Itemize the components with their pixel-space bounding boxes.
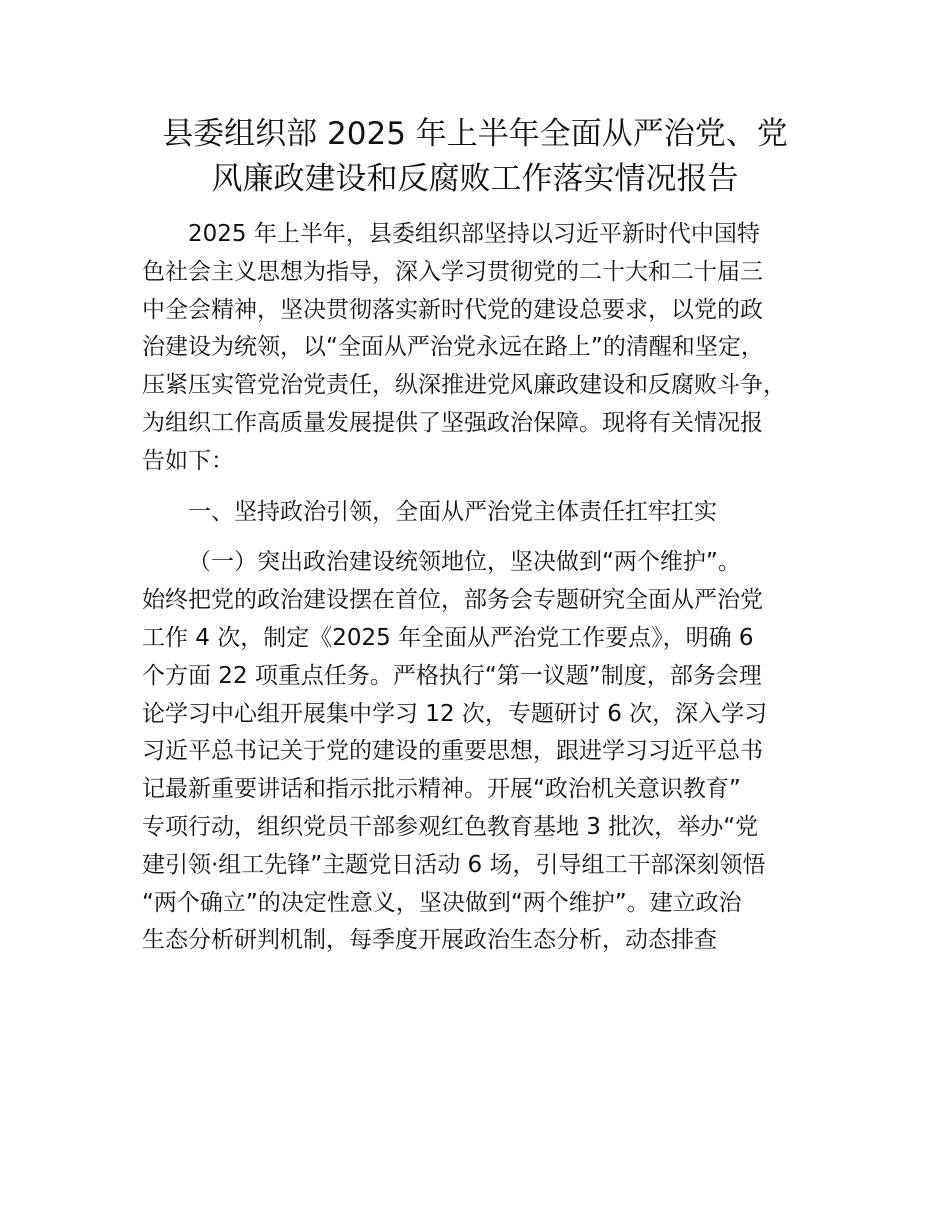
paragraph-line: 告如下： — [142, 447, 234, 474]
intro-paragraph — [142, 216, 832, 481]
paragraph-line: 2025 年上半年，县委组织部坚持以习近平新时代中国特 — [188, 221, 760, 247]
paragraph-line: “两个确立”的决定性意义，坚决做到“两个维护”。建立政治 — [142, 889, 742, 916]
subsection-heading-line: （一）突出政治建设统领地位，坚决做到“两个维护”。 — [188, 549, 741, 576]
document-body — [142, 216, 832, 960]
paragraph-line: 工作 4 次，制定《2025 年全面从严治党工作要点》，明确 6 — [142, 624, 754, 651]
section-heading: 一、坚持政治引领，全面从严治党主体责任扛牢扛实 — [188, 498, 717, 525]
title-line: 县委组织部 2025 年上半年全面从严治党、党 — [162, 116, 788, 152]
paragraph-line: 个方面 22 项重点任务。严格执行“第一议题”制度，部务会理 — [142, 662, 762, 689]
paragraph-line: 为组织工作高质量发展提供了坚强政治保障。现将有关情况报 — [142, 409, 763, 436]
paragraph-line: 习近平总书记关于党的建设的重要思想，跟进学习习近平总书 — [142, 738, 763, 765]
paragraph-line: 压紧压实管党治党责任，纵深推进党风廉政建设和反腐败斗争， — [142, 372, 786, 399]
title-line: 风廉政建设和反腐败工作落实情况报告 — [211, 161, 739, 197]
paragraph-line: 建引领·组工先锋”主题党日活动 6 场，引导组工干部深刻领悟 — [142, 851, 766, 878]
paragraph-line: 始终把党的政治建设摆在首位，部务会专题研究全面从严治党 — [142, 587, 763, 614]
paragraph-line: 色社会主义思想为指导，深入学习贯彻党的二十大和二十届三 — [142, 258, 763, 285]
document-title — [100, 112, 850, 202]
paragraph-line: 中全会精神，坚决贯彻落实新时代党的建设总要求，以党的政 — [142, 296, 763, 323]
paragraph-spacer — [142, 531, 832, 544]
paragraph-line: 论学习中心组开展集中学习 12 次，专题研讨 6 次，深入学习 — [142, 700, 768, 727]
paragraph-line: 专项行动，组织党员干部参观红色教育基地 3 批次，举办“党 — [142, 813, 759, 840]
paragraph-line: 治建设为统领，以“全面从严治党永远在路上”的清醒和坚定， — [142, 334, 764, 361]
subsection-paragraph — [142, 544, 832, 960]
paragraph-spacer — [142, 481, 832, 494]
paragraph-line: 生态分析研判机制，每季度开展政治生态分析，动态排查 — [142, 927, 717, 954]
paragraph-line: 记最新重要讲话和指示批示精神。开展“政治机关意识教育” — [142, 776, 741, 803]
